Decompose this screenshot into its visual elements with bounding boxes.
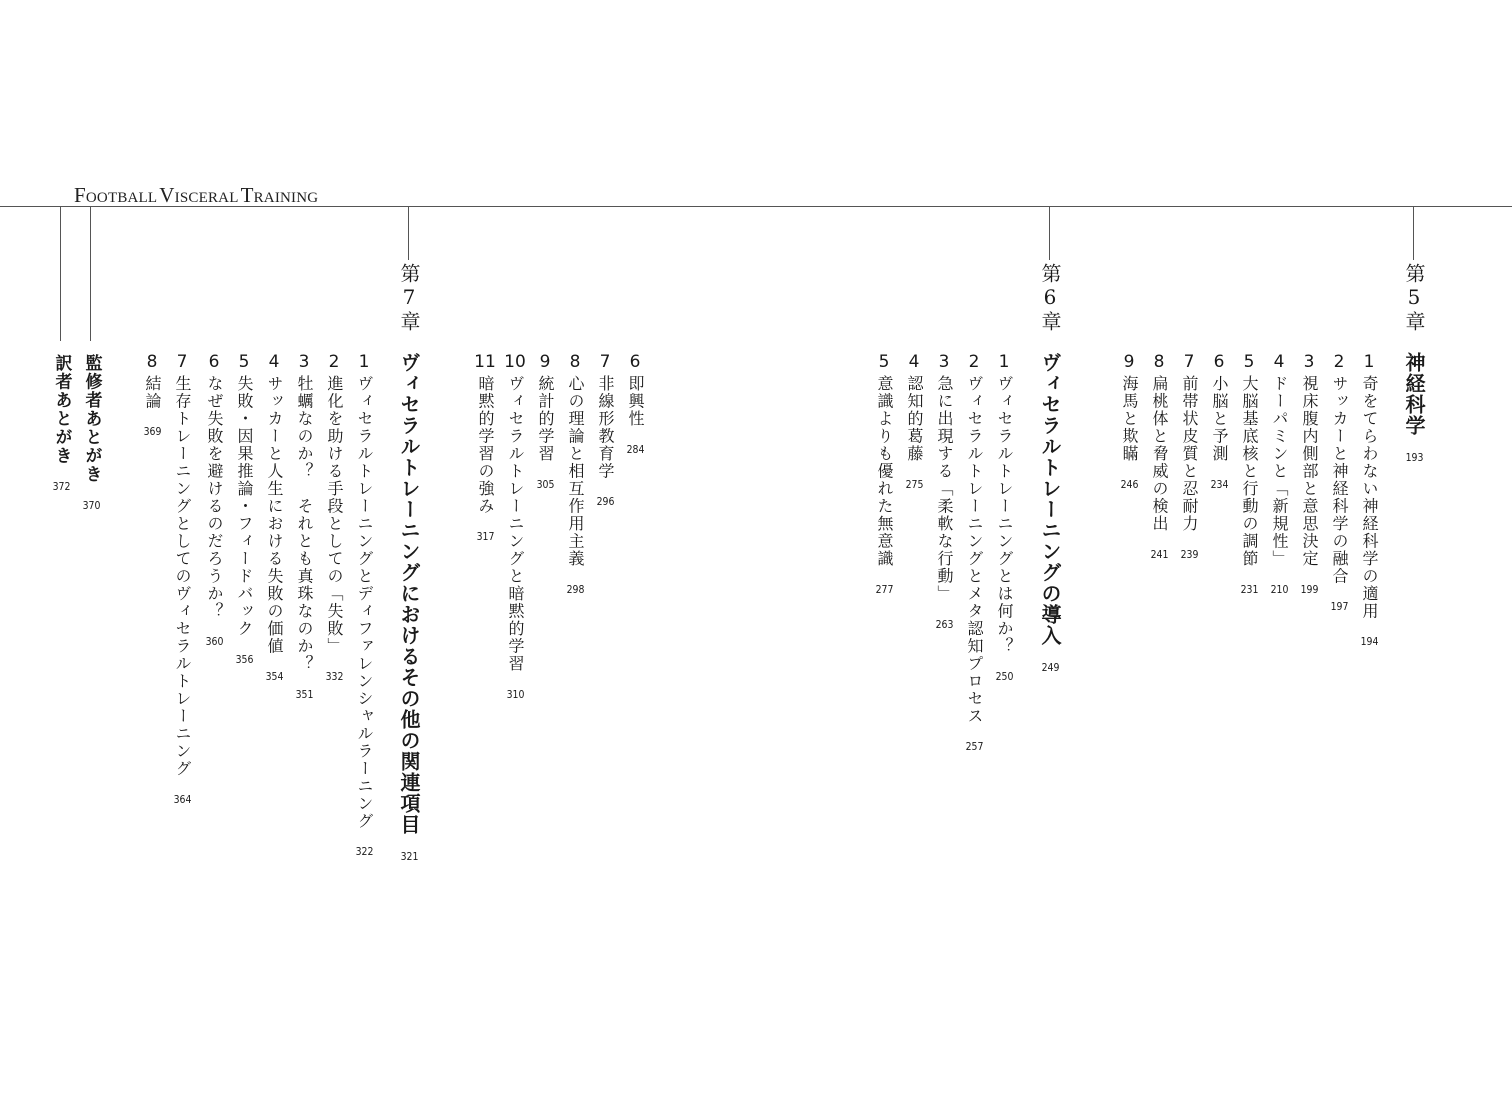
chapter-5-title[interactable]: 神経科学 193 xyxy=(1402,352,1426,464)
toc-entry[interactable] xyxy=(591,354,619,507)
entry-title: 結論 xyxy=(143,375,162,410)
entry-title: 心の理論と相互作用主義 xyxy=(566,375,585,568)
page-number: 284 xyxy=(626,442,644,456)
toc-entry[interactable] xyxy=(1355,354,1383,647)
toc-entry[interactable] xyxy=(960,354,988,752)
page-number: 249 xyxy=(1041,661,1059,674)
page-number: 197 xyxy=(1330,600,1348,613)
entry-title: 前帯状皮質と忍耐力 xyxy=(1180,375,1199,533)
afterword-rule-supervisor xyxy=(90,207,91,341)
page-number: 296 xyxy=(596,495,614,508)
entry-title: ヴィセラルトレーニングとメタ認知プロセス xyxy=(965,375,984,725)
entry-number: 5 xyxy=(878,352,890,372)
toc-entry[interactable] xyxy=(870,354,898,595)
page-number: 246 xyxy=(1120,477,1138,491)
entry-title: 進化を助ける手段としての「失敗」 xyxy=(325,375,344,655)
toc-entry[interactable] xyxy=(260,354,288,682)
entry-number: 6 xyxy=(1213,352,1225,372)
entry-title: 牡蠣なのか？ それとも真珠なのか？ xyxy=(295,375,314,673)
entry-title: 視床腹内側部と意思決定 xyxy=(1300,375,1319,568)
toc-entry[interactable] xyxy=(900,354,928,490)
toc-entry[interactable] xyxy=(1145,354,1173,560)
page-number: 231 xyxy=(1240,582,1258,596)
entry-title: 海馬と欺瞞 xyxy=(1120,375,1139,463)
entry-title: ヴィセラルトレーニングとディファレンシャルラーニング xyxy=(355,375,374,830)
chapter-6-rule xyxy=(1049,207,1050,260)
entry-title: ヴィセラルトレーニングとは何か？ xyxy=(995,375,1014,655)
entry-number: 3 xyxy=(938,352,950,372)
page-number: 239 xyxy=(1180,547,1198,561)
toc-entry[interactable] xyxy=(561,354,589,595)
supervisor-afterword[interactable]: 監修者あとがき 370 xyxy=(81,354,102,512)
entry-number: 1 xyxy=(1363,352,1375,372)
entry-title: 急に出現する「柔軟な行動」 xyxy=(935,375,954,603)
entry-title: 統計的学習 xyxy=(536,375,555,463)
chapter-6-title[interactable]: ヴィセラルトレーニングの導入 249 xyxy=(1038,352,1062,674)
book-title: FOOTBALLVISCERALTRAINING xyxy=(74,183,319,207)
page-number: 263 xyxy=(935,617,953,631)
entry-number: 2 xyxy=(1333,352,1345,372)
page-number: 356 xyxy=(235,652,253,666)
toc-entry[interactable] xyxy=(200,354,228,647)
entry-title: 奇をてらわない神経科学の適用 xyxy=(1360,375,1379,620)
entry-title: 認知的葛藤 xyxy=(905,375,924,463)
entry-title: 失敗・因果推論・フィードバック xyxy=(235,375,254,638)
entry-number: 3 xyxy=(298,352,310,372)
page-number: 369 xyxy=(143,425,161,438)
toc-entry[interactable] xyxy=(1175,354,1203,560)
page-number: 317 xyxy=(476,530,494,543)
page-number: 364 xyxy=(173,792,191,806)
chapter-7-rule xyxy=(408,207,409,260)
toc-entry[interactable] xyxy=(531,354,559,490)
toc-entry[interactable] xyxy=(230,354,258,665)
page-number: 305 xyxy=(536,477,554,491)
entry-number: 9 xyxy=(539,352,551,372)
toc-entry[interactable] xyxy=(168,354,196,805)
toc-entry[interactable] xyxy=(1205,354,1233,490)
entry-number: 1 xyxy=(998,352,1010,372)
entry-number: 2 xyxy=(328,352,340,372)
entry-number: 8 xyxy=(1153,352,1165,372)
entry-title: なぜ失敗を避けるのだろうか？ xyxy=(205,375,224,620)
page-number: 193 xyxy=(1405,451,1423,464)
entry-number: 4 xyxy=(268,352,280,372)
page-number: 277 xyxy=(875,582,893,596)
toc-entry[interactable] xyxy=(1325,354,1353,612)
entry-number: 2 xyxy=(968,352,980,372)
toc-entry[interactable] xyxy=(1235,354,1263,595)
toc-entry[interactable] xyxy=(499,354,531,700)
entry-title: 扁桃体と脅威の検出 xyxy=(1150,375,1169,533)
page-number: 372 xyxy=(52,480,70,493)
entry-number: 7 xyxy=(599,352,611,372)
chapter-6-heading: 第6章 xyxy=(1038,263,1062,333)
entry-title: 即興性 xyxy=(626,375,645,428)
entry-number: 8 xyxy=(146,352,158,372)
chapter-7-title[interactable]: ヴィセラルトレーニングにおけるその他の関連項目 321 xyxy=(397,352,421,863)
translator-afterword[interactable]: 訳者あとがき 372 xyxy=(51,354,72,493)
toc-entry[interactable] xyxy=(320,354,348,682)
entry-number: 9 xyxy=(1123,352,1135,372)
page-number: 354 xyxy=(265,670,283,683)
page-number: 241 xyxy=(1150,547,1168,561)
toc-entry[interactable] xyxy=(1265,354,1293,595)
page-number: 370 xyxy=(82,498,100,512)
toc-entry[interactable] xyxy=(1295,354,1323,595)
entry-title: ドーパミンと「新規性」 xyxy=(1270,375,1289,568)
page-number: 351 xyxy=(295,687,313,701)
entry-number: 7 xyxy=(176,352,188,372)
chapter-5-heading: 第5章 xyxy=(1402,263,1426,333)
toc-entry[interactable] xyxy=(990,354,1018,682)
page-number: 210 xyxy=(1270,582,1288,596)
entry-number: 6 xyxy=(208,352,220,372)
entry-title: 生存トレーニングとしてのヴィセラルトレーニング xyxy=(173,375,192,778)
entry-number: 8 xyxy=(569,352,581,372)
page-number: 275 xyxy=(905,477,923,491)
toc-entry[interactable] xyxy=(290,354,318,700)
page-number: 257 xyxy=(965,740,983,753)
entry-number: 3 xyxy=(1303,352,1315,372)
entry-title: 小脳と予測 xyxy=(1210,375,1229,463)
page-number: 332 xyxy=(325,670,343,683)
toc-entry[interactable] xyxy=(621,354,649,455)
page-number: 310 xyxy=(506,687,524,701)
toc-entry[interactable] xyxy=(138,354,166,437)
toc-entry[interactable] xyxy=(1115,354,1143,490)
entry-number: 11 xyxy=(474,352,496,372)
entry-number: 4 xyxy=(1273,352,1285,372)
page-number: 298 xyxy=(566,582,584,596)
entry-number: 4 xyxy=(908,352,920,372)
entry-title: ヴィセラルトレーニングと暗黙的学習 xyxy=(506,375,525,673)
entry-title: 暗黙的学習の強み xyxy=(476,375,495,515)
toc-entry[interactable] xyxy=(930,354,958,630)
entry-title: 意識よりも優れた無意識 xyxy=(875,375,894,568)
page-number: 360 xyxy=(205,635,223,648)
page-number: 322 xyxy=(355,845,373,858)
page-number: 199 xyxy=(1300,582,1318,596)
entry-title: 非線形教育学 xyxy=(596,375,615,480)
chapter-7-heading: 第7章 xyxy=(397,263,421,333)
page-number: 194 xyxy=(1360,635,1378,648)
entry-title: 大脳基底核と行動の調節 xyxy=(1240,375,1259,568)
entry-number: 10 xyxy=(504,352,526,372)
entry-title: サッカーと神経科学の融合 xyxy=(1330,375,1349,585)
entry-number: 5 xyxy=(1243,352,1255,372)
page-number: 321 xyxy=(400,850,418,863)
entry-number: 7 xyxy=(1183,352,1195,372)
page-number: 250 xyxy=(995,670,1013,683)
afterword-rule-translator xyxy=(60,207,61,341)
entry-title: サッカーと人生における失敗の価値 xyxy=(265,375,284,655)
entry-number: 1 xyxy=(358,352,370,372)
chapter-5-rule xyxy=(1413,207,1414,260)
toc-entry[interactable] xyxy=(350,354,378,857)
entry-number: 6 xyxy=(629,352,641,372)
toc-entry[interactable] xyxy=(469,354,501,542)
page-number: 234 xyxy=(1210,477,1228,491)
entry-number: 5 xyxy=(238,352,250,372)
